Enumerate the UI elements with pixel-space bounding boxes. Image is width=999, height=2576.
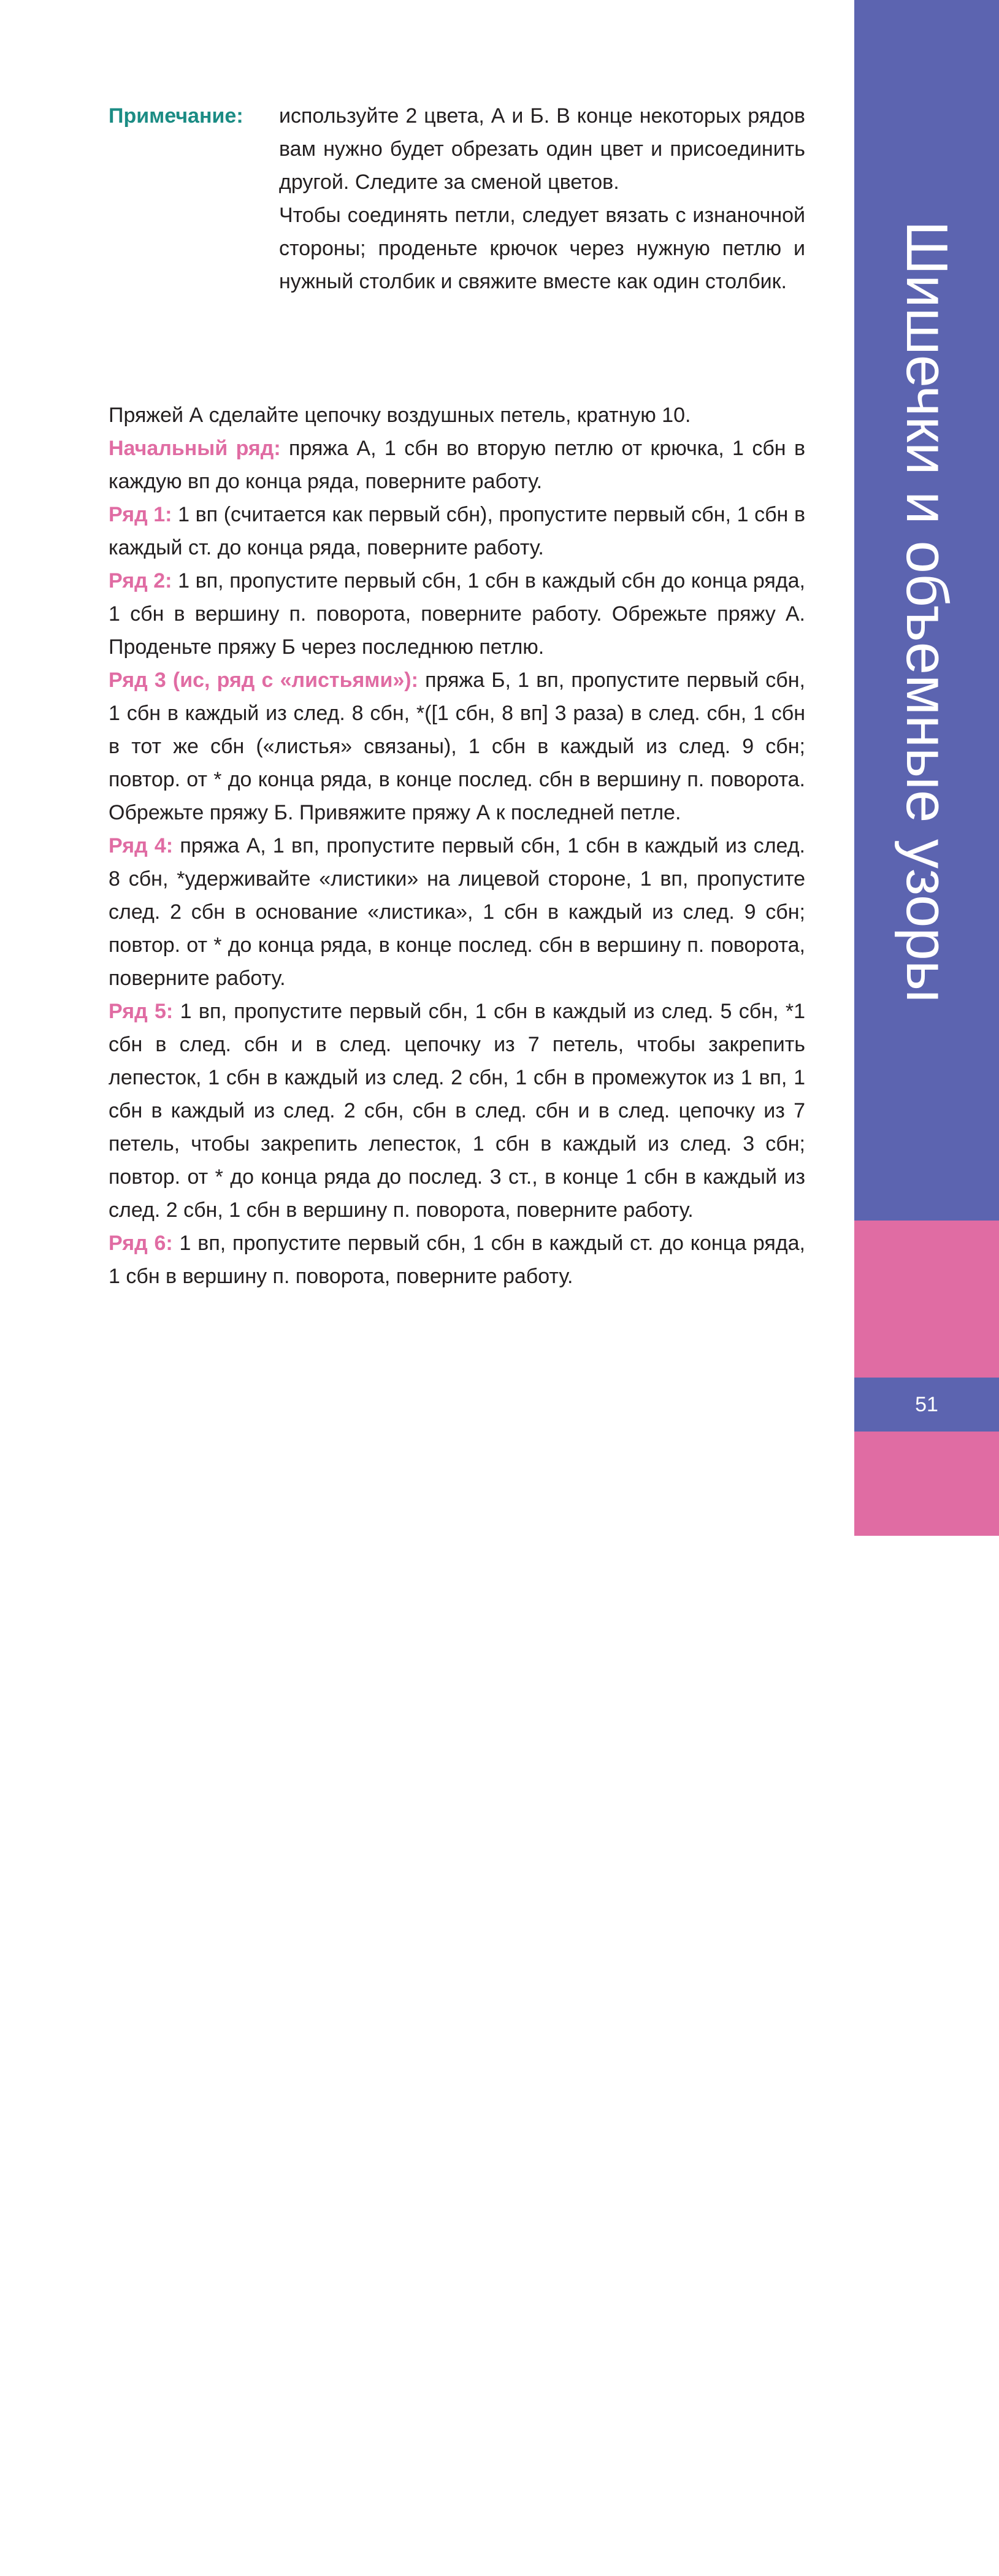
row-text: 1 вп, пропустите первый сбн, 1 сбн в каждый сбн до конца ряда, 1 сбн в вершину п. поворота, поверните работу. Обрежьте пряжу А. Проденьте пряжу Б через последнюю петлю. [109,569,806,659]
row-text: пряжа А, 1 вп, пропустите первый сбн, 1 сбн в каждый из след. 8 сбн, *удерживайте «листики» на лицевой стороне, 1 вп, пропустите след. 2 сбн в основание «листика», 1 сбн в каждый из след. 9 сбн; повтор. от * до конца ряда, в конце послед. сбн в вершину п. поворота, поверните работу. [109,834,805,990]
sidebar-pink-band [854,1221,999,1378]
yarn-ball-icon [867,2466,987,2576]
row-text: 1 вп, пропустите первый сбн, 1 сбн в каждый ст. до конца ряда, 1 сбн в вершину п. поворота, поверните работу. [109,1232,805,1288]
chapter-title: Шишечки и объемные узоры [894,221,960,1003]
sidebar-pink-footer [854,1432,999,1536]
row-label: Ряд 4: [109,834,174,857]
instructions [109,399,805,1293]
note-paragraph: используйте 2 цвета, А и Б. В конце некоторых рядов вам нужно будет обрезать один цвет и присоединить другой. Следите за сменой цветов. [279,104,805,194]
row-label: Ряд 6: [109,1232,173,1255]
row-text: пряжа А, 1 сбн во вторую петлю от крючка, 1 сбн в каждую вп до конца ряда, поверните работу. [109,437,806,493]
note-paragraph: Чтобы соединять петли, следует вязать с изнаночной стороны; проденьте крючок через нужную петлю и нужный столбик и свяжите вместе как один столбик. [279,204,805,293]
row-2 [109,564,805,664]
row-label: Ряд 3 (ис, ряд с «листьями»): [109,669,418,692]
row-text: 1 вп (считается как первый сбн), пропустите первый сбн, 1 сбн в каждый ст. до конца ряда, поверните работу. [109,503,806,559]
chapter-sidebar [854,0,999,1536]
row-3 [109,664,805,829]
row-label: Ряд 1: [109,503,172,526]
intro-text: Пряжей А сделайте цепочку воздушных петель, кратную 10. [109,404,691,427]
note-body [279,99,805,298]
row-start [109,432,805,498]
row-label: Начальный ряд: [109,437,281,460]
row-1 [109,498,805,564]
page-number: 51 [915,1393,938,1416]
row-text: пряжа Б, 1 вп, пропустите первый сбн, 1 сбн в каждый из след. 8 сбн, *([1 сбн, 8 вп] 3 раза) в след. сбн, 1 сбн в тот же сбн («листья» связаны), 1 сбн в каждый из след. 9 сбн; повтор. от * до конца ряда, в конце послед. сбн в вершину п. поворота. Обрежьте пряжу Б. Привяжите пряжу А к последней петле. [109,669,805,824]
note-label: Примечание: [109,104,243,128]
note-block [109,99,805,298]
row-label: Ряд 2: [109,569,172,592]
row-label: Ряд 5: [109,1000,174,1023]
row-6 [109,1227,805,1293]
row-4 [109,829,805,995]
row-5 [109,995,805,1227]
row-text: 1 вп, пропустите первый сбн, 1 сбн в каждый из след. 5 сбн, *1 сбн в след. сбн и в след. цепочку из 7 петель, чтобы закрепить лепесток, 1 сбн в каждый из след. 2 сбн, 1 сбн в промежуток из 1 вп, 1 сбн в каждый из след. 2 сбн, сбн в след. сбн и в след. цепочку из 7 петель, чтобы закрепить лепесток, 1 сбн в каждый из след. 3 сбн; повтор. от * до конца ряда до послед. 3 ст., в конце 1 сбн в каждый из след. 2 сбн, 1 сбн в вершину п. поворота, поверните работу. [109,1000,806,1222]
